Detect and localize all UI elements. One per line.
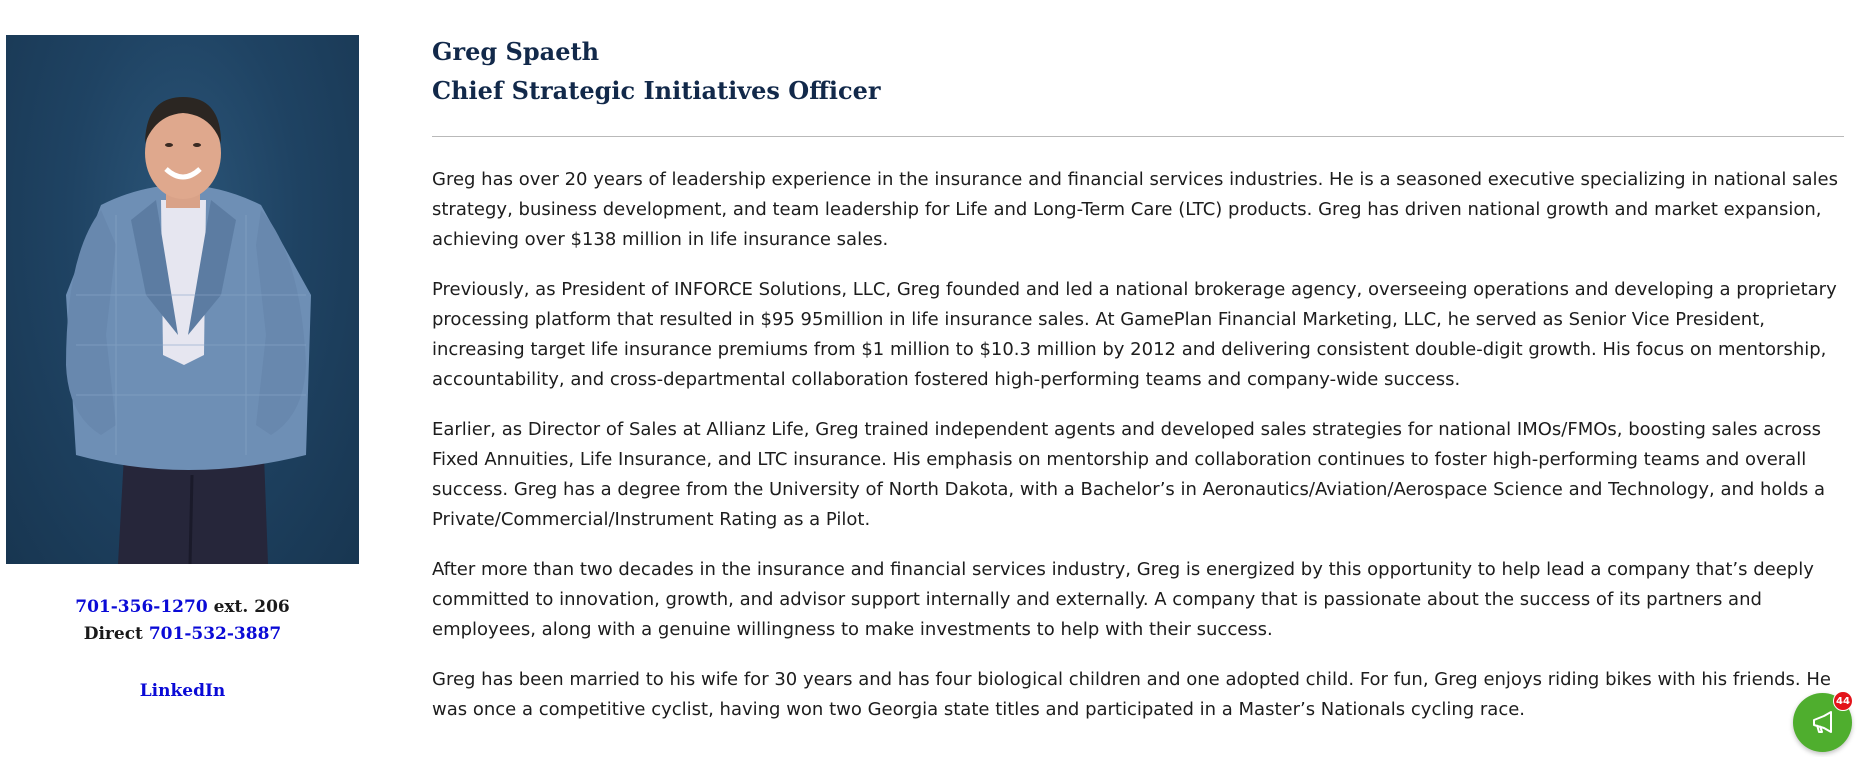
profile-photo [6,35,359,564]
bio-paragraph: Previously, as President of INFORCE Solutions, LLC, Greg founded and led a national brokerage agency, overseeing operations and developing a proprietary processing platform that resulted in $95 95million in life insurance sales. At GamePlan Financial Marketing, LLC, he served as Senior Vice President, increasing target life insurance premiums from $1 million to $10.3 million by 2012 and delivering consistent double-digit growth. His focus on mentorship, accountability, and cross-departmental collaboration fostered high-performing teams and company-wide success. [432,279,1837,390]
linkedin-link[interactable]: LinkedIn [139,681,226,701]
phone-link[interactable]: 701-356-1270 [75,597,208,617]
phone-line [6,597,359,617]
profile-content [432,32,1844,745]
person-name: Greg Spaeth [432,37,600,66]
portrait-illustration [6,35,359,564]
direct-label: Direct [83,624,143,644]
megaphone-icon [1808,708,1838,738]
bio [432,165,1844,725]
phone-ext: ext. 206 [213,597,290,617]
person-title: Chief Strategic Initiatives Officer [432,76,881,105]
bio-paragraph: Earlier, as Director of Sales at Allianz Life, Greg trained independent agents and developed sales strategies for national IMOs/FMOs, boosting sales across Fixed Annuities, Life Insurance, and LTC insurance. His emphasis on mentorship and collaboration continues to foster high-performing teams and overall success. Greg has a degree from the University of North Dakota, with a Bachelor’s in Aeronautics/Aviation/Aerospace Science and Technology, and holds a Private/Commercial/Instrument Rating as a Pilot. [432,419,1826,530]
direct-phone-link[interactable]: 701-532-3887 [148,624,282,644]
linkedin-line [6,681,359,701]
notification-badge: 44 [1833,691,1853,711]
direct-line [6,624,359,644]
divider [432,136,1844,137]
bio-paragraph: After more than two decades in the insurance and financial services industry, Greg is energized by this opportunity to help lead a company that’s deeply committed to innovation, growth, and advisor support internally and externally. A company that is passionate about the success of its partners and employees, along with a genuine willingness to make investments to help with their success. [432,559,1814,640]
bio-paragraph: Greg has been married to his wife for 30 years and has four biological children and one adopted child. For fun, Greg enjoys riding bikes with his friends. He was once a competitive cyclist, having won two Georgia state titles and participated in a Master’s Nationals cycling race. [432,669,1831,720]
bio-paragraph: Greg has over 20 years of leadership experience in the insurance and financial services industries. He is a seasoned executive specializing in national sales strategy, business development, and team leadership for Life and Long-Term Care (LTC) products. Greg has driven national growth and market expansion, achieving over $138 million in life insurance sales. [432,169,1838,250]
